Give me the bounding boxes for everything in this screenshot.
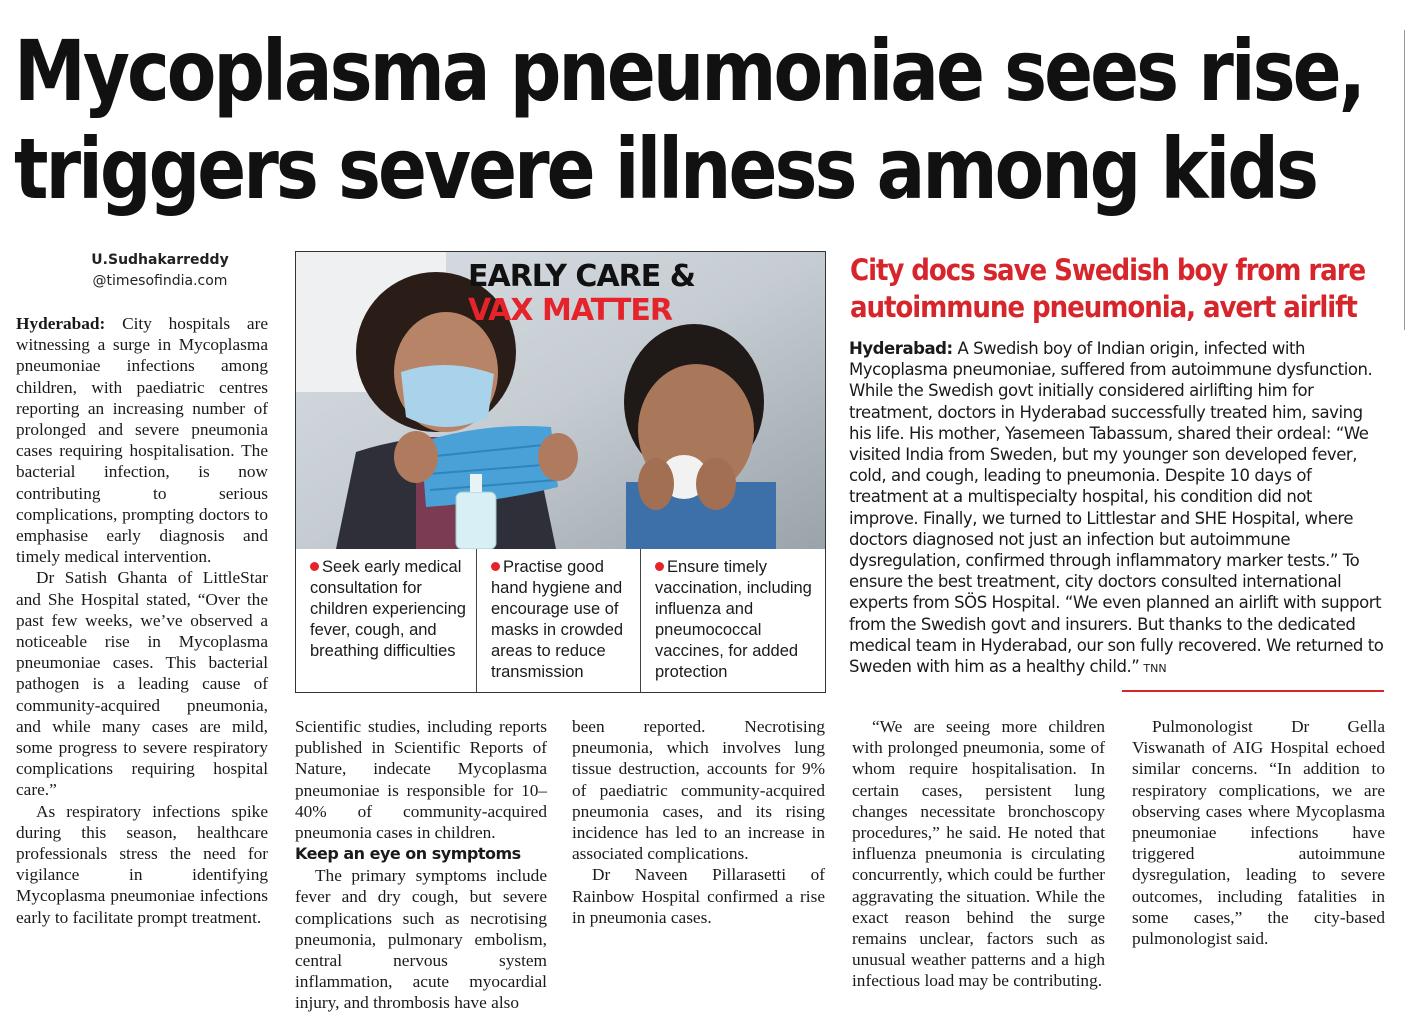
tip-item — [296, 549, 476, 692]
side-body-text: A Swedish boy of Indian origin, infected with Mycoplasma pneumoniae, suffered from autoimmune dysfunction. While the Swedish govt initially considered airlifting him for treatment, doctors in Hyderabad successfully treated him, saving his life. His mother, Yasemeen Tabassum, shared their ordeal: “We visited India from Sweden, but my younger son developed fever, cold, and cough, leading to pneumonia. Despite 10 days of treatment at a multispecialty hospital, his condition did not improve. Finally, we turned to Littlestar and SHE Hospital, where doctors diagnosed not just an infection but autoimmune dysregulation, confirmed through inflammatory marker tests.” To ensure the best treatment, city doctors consulted international experts from SÖS Hospital. “We even planned an airlift with support from the Swedish govt and insurers. But thanks to the dedicated medical team in Hyderabad, our son fully recovered. We returned to Sweden with him as a healthy child.” — [849, 339, 1384, 677]
photo-infobox — [295, 251, 826, 693]
story-paragraph: “We are seeing more children with prolonged pneumonia, some of whom require hospitalisation. In certain cases, persistent lung changes necessitate bronchoscopy procedures,” he said. He noted that influenza pneumonia is circulating concurrently, which could be further aggravating the situation. While the exact reason behind the surge remains unclear, factors such as unusual weather patterns and a high infectious load may be contributing. — [852, 717, 1105, 991]
story-column-5 — [1132, 716, 1385, 949]
side-headline-line-2: autoimmune pneumonia, avert airlift — [850, 290, 1357, 324]
story-column-2 — [295, 716, 547, 1014]
photo-title — [468, 260, 695, 328]
story-paragraph: Scientific studies, including reports published in Scientific Reports of Nature, indecate Mycoplasma pneumoniae is responsible for 10–40% of community-acquired pneumonia cases in children. — [295, 717, 547, 843]
story-paragraph — [295, 865, 547, 1013]
agency-credit: TNN — [1143, 662, 1167, 676]
tip-text: Practise good hand hygiene and encourage use of masks in crowded areas to reduce transmission — [491, 558, 624, 681]
bullet-icon — [491, 562, 500, 571]
paragraph-text: The primary symptoms include fever and dry cough, but severe complications such as necrotising pneumonia, pulmonary embolism, central nervous system inflammation, acute myocardial injury, and thrombosis have also — [295, 866, 547, 1013]
tip-item — [476, 549, 640, 692]
story-paragraph-continued: been reported. Necrotising pneumonia, which involves lung tissue destruction, accounts for 9% of paediatric community-acquired pneumonia cases, and its rising incidence has led to an increase in associated complications. — [572, 717, 825, 864]
story-column-4 — [852, 716, 1105, 992]
headline — [14, 22, 1364, 218]
subhead: Keep an eye on symptoms — [295, 844, 521, 864]
story-paragraph — [16, 313, 268, 567]
byline-outlet: @timesofindia.com — [92, 273, 228, 289]
bullet-icon — [655, 562, 664, 571]
photo-title-line-2: VAX MATTER — [468, 293, 672, 328]
headline-line-1: Mycoplasma pneumoniae sees rise, — [14, 22, 1364, 120]
tip-text: Seek early medical consultation for children experiencing fever, cough, and breathing difficulties — [310, 558, 466, 660]
tip-item — [640, 549, 825, 692]
story-column-3 — [572, 716, 825, 928]
bullet-icon — [310, 562, 319, 571]
tip-text: Ensure timely vaccination, including influenza and pneumococcal vaccines, for added protection — [655, 558, 812, 681]
story-paragraph: Pulmonologist Dr Gella Viswanath of AIG Hospital echoed similar concerns. “In addition to respiratory complications, we are observing cases where Mycoplasma pneumoniae infections have triggered autoimmune dysregulation, leading to severe outcomes, including fatalities in some cases,” the city-based pulmonologist said. — [1132, 717, 1385, 949]
story-paragraph: Dr Naveen Pillarasetti of Rainbow Hospital confirmed a rise in pneumonia cases. — [572, 865, 825, 927]
photo-mother-and-child-masks — [296, 252, 825, 549]
byline — [60, 250, 260, 292]
byline-author: U.Sudhakarreddy — [91, 252, 229, 268]
headline-line-2: triggers severe illness among kids — [14, 120, 1316, 218]
divider-rule — [1122, 690, 1384, 692]
story-paragraph: Dr Satish Ghanta of LittleStar and She Hospital stated, “Over the past few weeks, we’ve observed a noticeable rise in Mycoplasma pneumoniae cases. This bacterial pathogen is a leading cause of community-acquired pneumonia, and while many cases are mild, some progress to severe respiratory complications requiring hospital care.” — [16, 568, 268, 800]
tips-row — [296, 549, 825, 692]
side-dateline: Hyderabad: — [849, 339, 953, 358]
paragraph-text: City hospitals are witnessing a surge in Mycoplasma pneumoniae infections among children, with paediatric centres reporting an increasing number of prolonged and severe pneumonia cases requiring hospitalisation. The bacterial infection, is now contributing to serious complications, prompting doctors to emphasise early diagnosis and timely medical intervention. — [16, 314, 268, 567]
story-column-1 — [16, 313, 268, 928]
side-headline-line-1: City docs save Swedish boy from rare — [850, 253, 1366, 287]
side-story-headline — [850, 252, 1366, 326]
story-paragraph: As respiratory infections spike during this season, healthcare professionals stress the need for vigilance in identifying Mycoplasma pneumoniae infections early to facilitate prompt treatment. — [16, 801, 268, 927]
photo-title-line-1: EARLY CARE & — [468, 259, 695, 294]
page-edge-line — [1404, 30, 1405, 330]
dateline: Hyderabad: — [16, 314, 106, 333]
side-story-body — [849, 338, 1384, 679]
